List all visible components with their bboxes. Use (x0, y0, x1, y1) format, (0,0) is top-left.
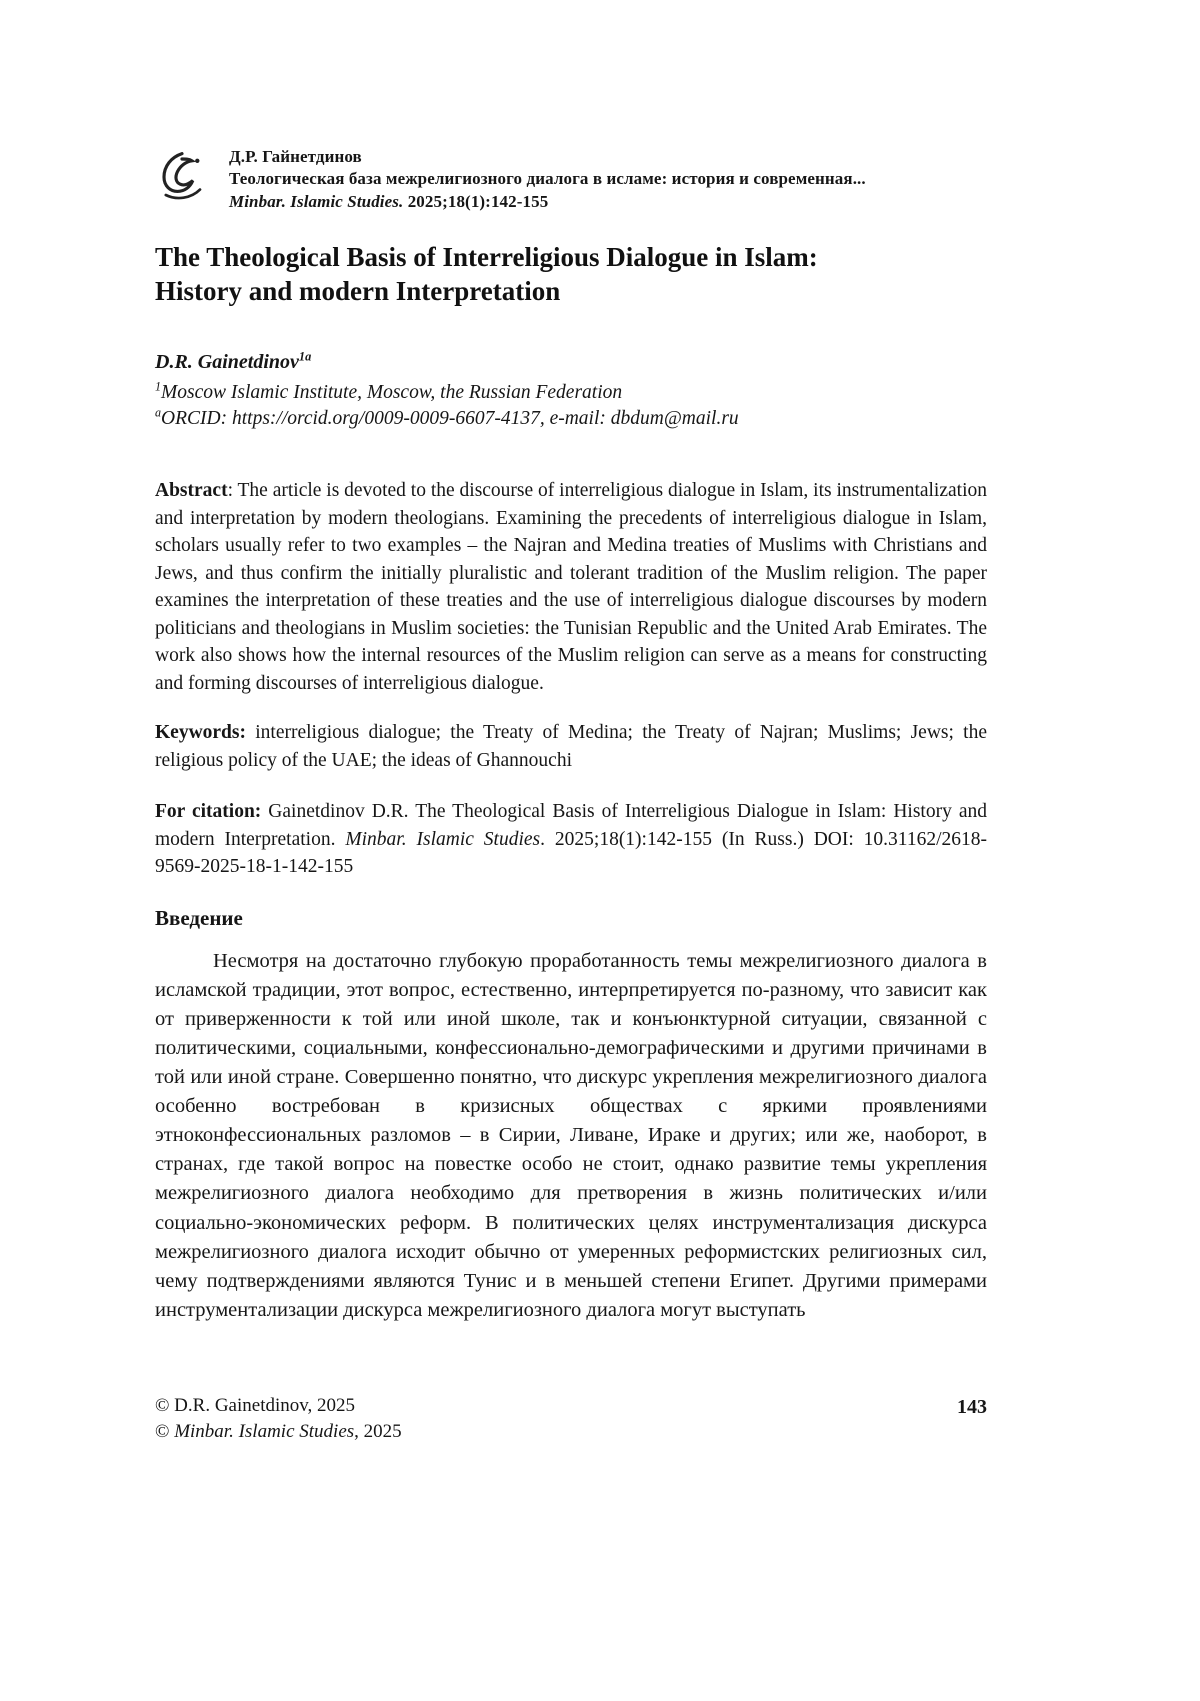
author-superscript: 1a (298, 349, 312, 364)
running-head-lines (229, 146, 866, 213)
journal-calligraphy-logo-icon (155, 146, 209, 206)
author-orcid-line (155, 406, 987, 432)
author-name (155, 351, 987, 374)
copyright-author-line: © D.R. Gainetdinov, 2025 (155, 1395, 356, 1416)
author-block (155, 351, 987, 431)
introduction-paragraph: Несмотря на достаточно глубокую проработанность темы межрелигиозного диалога в исламской традиции, этот вопрос, естественно, интерпретируется по-разному, что зависит как от приверженности к той или иной школе, так и конъюнктурной ситуации, связанной с политическими, социальными, конфессионально-демографическими и другими причинами в той или иной стране. Совершенно понятно, что дискурс укрепления межрелигиозного диалога особенно востребован в кризисных обществах с яркими проявлениями этноконфессиональных разломов – в Сирии, Ливане, Ираке и других; или же, наоборот, в странах, где такой вопрос на повестке особо не стоит, однако развитие темы укрепления межрелигиозного диалога необходимо для претворения в жизнь политических и/или социально-экономических реформ. В политических целях инструментализация дискурса межрелигиозного диалога исходит обычно от умеренных реформистских религиозных сил, чему подтверждениями являются Тунис и в меньшей степени Египет. Другими примерами инструментализации дискурса межрелигиозного диалога могут выступать (155, 949, 987, 1321)
running-head (155, 146, 987, 213)
orcid-text: ORCID: https://orcid.org/0009-0009-6607-4137, e-mail: dbdum@mail.ru (161, 407, 739, 429)
citation-journal-name: Minbar. Islamic Studies (345, 828, 541, 850)
abstract-paragraph (155, 477, 987, 697)
author-name-text: D.R. Gainetdinov (155, 350, 299, 373)
abstract-label: Abstract (155, 480, 228, 502)
running-head-author: Д.Р. Гайнетдинов (229, 147, 362, 166)
copyright-block (155, 1393, 402, 1445)
copyright-journal-name: Minbar. Islamic Studies (174, 1421, 355, 1443)
affiliation-text: Moscow Islamic Institute, Moscow, the Russian Federation (161, 381, 623, 403)
running-head-title: Теологическая база межрелигиозного диалога в исламе: история и современная... (229, 169, 866, 189)
citation-label: For citation: (155, 801, 262, 823)
copyright-journal-suffix: , 2025 (354, 1421, 402, 1443)
article-title (155, 241, 987, 309)
keywords-paragraph (155, 719, 987, 774)
citation-text-before: Gainetdinov D.R. The Theological Basis of Interreligious Dialogue in Islam: History and modern Interpretation. (155, 801, 987, 850)
orcid-superscript: a (155, 405, 162, 420)
copyright-journal-line (155, 1419, 402, 1445)
running-head-journal-ref: 2025;18(1):142-155 (403, 191, 549, 211)
citation-paragraph (155, 798, 987, 880)
keywords-text: interreligious dialogue; the Treaty of Medina; the Treaty of Najran; Muslims; Jews; the religious policy of the UAE; the ideas of Ghannouchi (155, 722, 987, 771)
abstract-text: : The article is devoted to the discourse of interreligious dialogue in Islam, its instrumentalization and interpretation by modern theologians. Examining the precedents of interreligious dialogue in Islam, scholars usually refer to two examples – the Najran and Medina treaties of Muslims with Christians and Jews, and thus confirm the initially pluralistic and tolerant tradition of the Muslim religion. The paper examines the interpretation of these treaties and the use of interreligious dialogue discourses by modern politicians and theologians in Muslim societies: the Tunisian Republic and the United Arab Emirates. The work also shows how the internal resources of the Muslim religion can serve as a means for constructing and forming discourses of interreligious dialogue. (155, 480, 987, 694)
article-title-line2: History and modern Interpretation (155, 276, 561, 307)
running-head-journal-name: Minbar. Islamic Studies. (229, 191, 404, 211)
page-footer (155, 1393, 987, 1445)
author-affiliation (155, 380, 987, 406)
section-heading-introduction: Введение (155, 905, 243, 930)
running-head-journal-line (229, 191, 866, 213)
keywords-label: Keywords: (155, 722, 246, 744)
page-number: 143 (957, 1396, 987, 1418)
article-title-line1: The Theological Basis of Interreligious Dialogue in Islam: (155, 242, 818, 273)
page-content (155, 0, 987, 1325)
citation-text-after: . 2025;18(1):142-155 (In Russ.) DOI: 10.31162/2618-9569-2025-18-1-142-155 (155, 828, 987, 878)
copyright-journal-prefix: © (155, 1421, 175, 1443)
affiliation-superscript: 1 (155, 379, 162, 394)
